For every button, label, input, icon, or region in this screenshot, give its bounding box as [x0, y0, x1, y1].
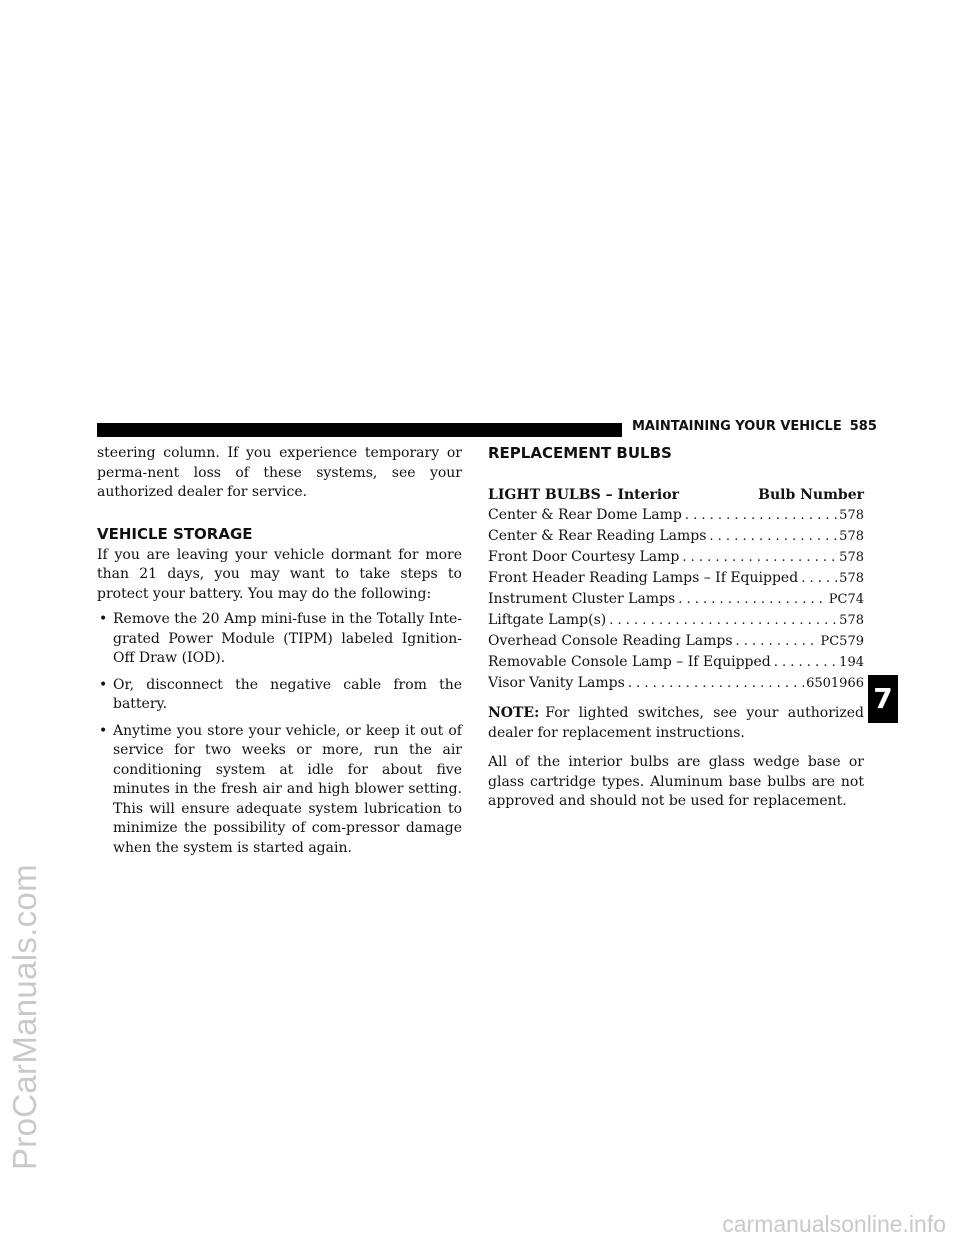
- bulb-table-header-left: LIGHT BULBS – Interior: [488, 487, 679, 503]
- vehicle-storage-intro: If you are leaving your vehicle dormant for more than 21 days, you may want to take steps to protect your battery. You may do the following:: [97, 546, 462, 602]
- bullet-icon: •: [99, 676, 108, 693]
- table-row: Front Header Reading Lamps – If Equipped . . . 578: [488, 568, 864, 589]
- list-item: • Remove the 20 Amp mini-fuse in the Totally Inte-grated Power Module (TIPM) labeled Ignition-Off Draw (IOD).: [99, 611, 462, 666]
- bullet-icon: •: [99, 611, 108, 627]
- table-row: Liftgate Lamp(s) . . . 578: [488, 610, 864, 631]
- bullet-icon: •: [99, 722, 108, 739]
- list-item: • Anytime you store your vehicle, or keep it out of service for two weeks or more, run the air conditioning system at idle for about five minutes in the fresh air and high blower setting. This will ensure adequate system lubrication to minimize the possibility of com-pressor damage when the system is started again.: [99, 722, 462, 856]
- closing-paragraph: All of the interior bulbs are glass wedge base or glass cartridge types. Aluminum base bulbs are not approved and should not be used for replacement.: [488, 754, 864, 809]
- right-column: [488, 444, 864, 812]
- note-label: NOTE:: [488, 705, 540, 721]
- table-row: Center & Rear Dome Lamp . . . 578: [488, 505, 864, 526]
- bulb-table-header: [488, 485, 864, 505]
- bulb-table: [488, 485, 864, 694]
- dot-leader: [679, 548, 837, 568]
- side-watermark-text: ProCarManuals.com: [6, 864, 43, 1170]
- table-row: Removable Console Lamp – If Equipped . . . 194: [488, 652, 864, 673]
- note-paragraph: [488, 704, 864, 743]
- dot-leader: [606, 611, 837, 631]
- left-column: [97, 444, 462, 865]
- dot-leader: [733, 632, 819, 652]
- table-row: Visor Vanity Lamps . . . 6501966: [488, 673, 864, 694]
- bulb-table-header-right: Bulb Number: [758, 487, 864, 503]
- note-text: For lighted switches, see your authorized dealer for replacement instructions.: [488, 705, 864, 741]
- bottom-watermark: carmanualsonline.info: [722, 1211, 946, 1237]
- page-number: 585: [849, 419, 877, 434]
- dot-leader: [798, 569, 837, 589]
- dot-leader: [625, 674, 804, 694]
- section-title: MAINTAINING YOUR VEHICLE: [632, 419, 842, 434]
- header-rule: [97, 423, 622, 437]
- dot-leader: [675, 590, 827, 610]
- chapter-tab: 7: [868, 675, 898, 723]
- dot-leader: [706, 527, 837, 547]
- list-item: • Or, disconnect the negative cable from the battery.: [99, 676, 462, 712]
- intro-paragraph: steering column. If you experience temporary or perma-nent loss of these systems, see your authorized dealer for service.: [97, 445, 462, 500]
- dot-leader: [771, 653, 837, 673]
- replacement-bulbs-heading: REPLACEMENT BULBS: [488, 444, 672, 462]
- vehicle-storage-heading: VEHICLE STORAGE: [97, 524, 253, 543]
- table-row: Overhead Console Reading Lamps . . . PC579: [488, 631, 864, 652]
- table-row: Instrument Cluster Lamps . . . PC74: [488, 589, 864, 610]
- table-row: Front Door Courtesy Lamp . . . 578: [488, 547, 864, 568]
- storage-bullet-list: [97, 610, 462, 858]
- table-row: Center & Rear Reading Lamps . . . 578: [488, 526, 864, 547]
- dot-leader: [682, 506, 837, 526]
- running-header: [632, 419, 877, 434]
